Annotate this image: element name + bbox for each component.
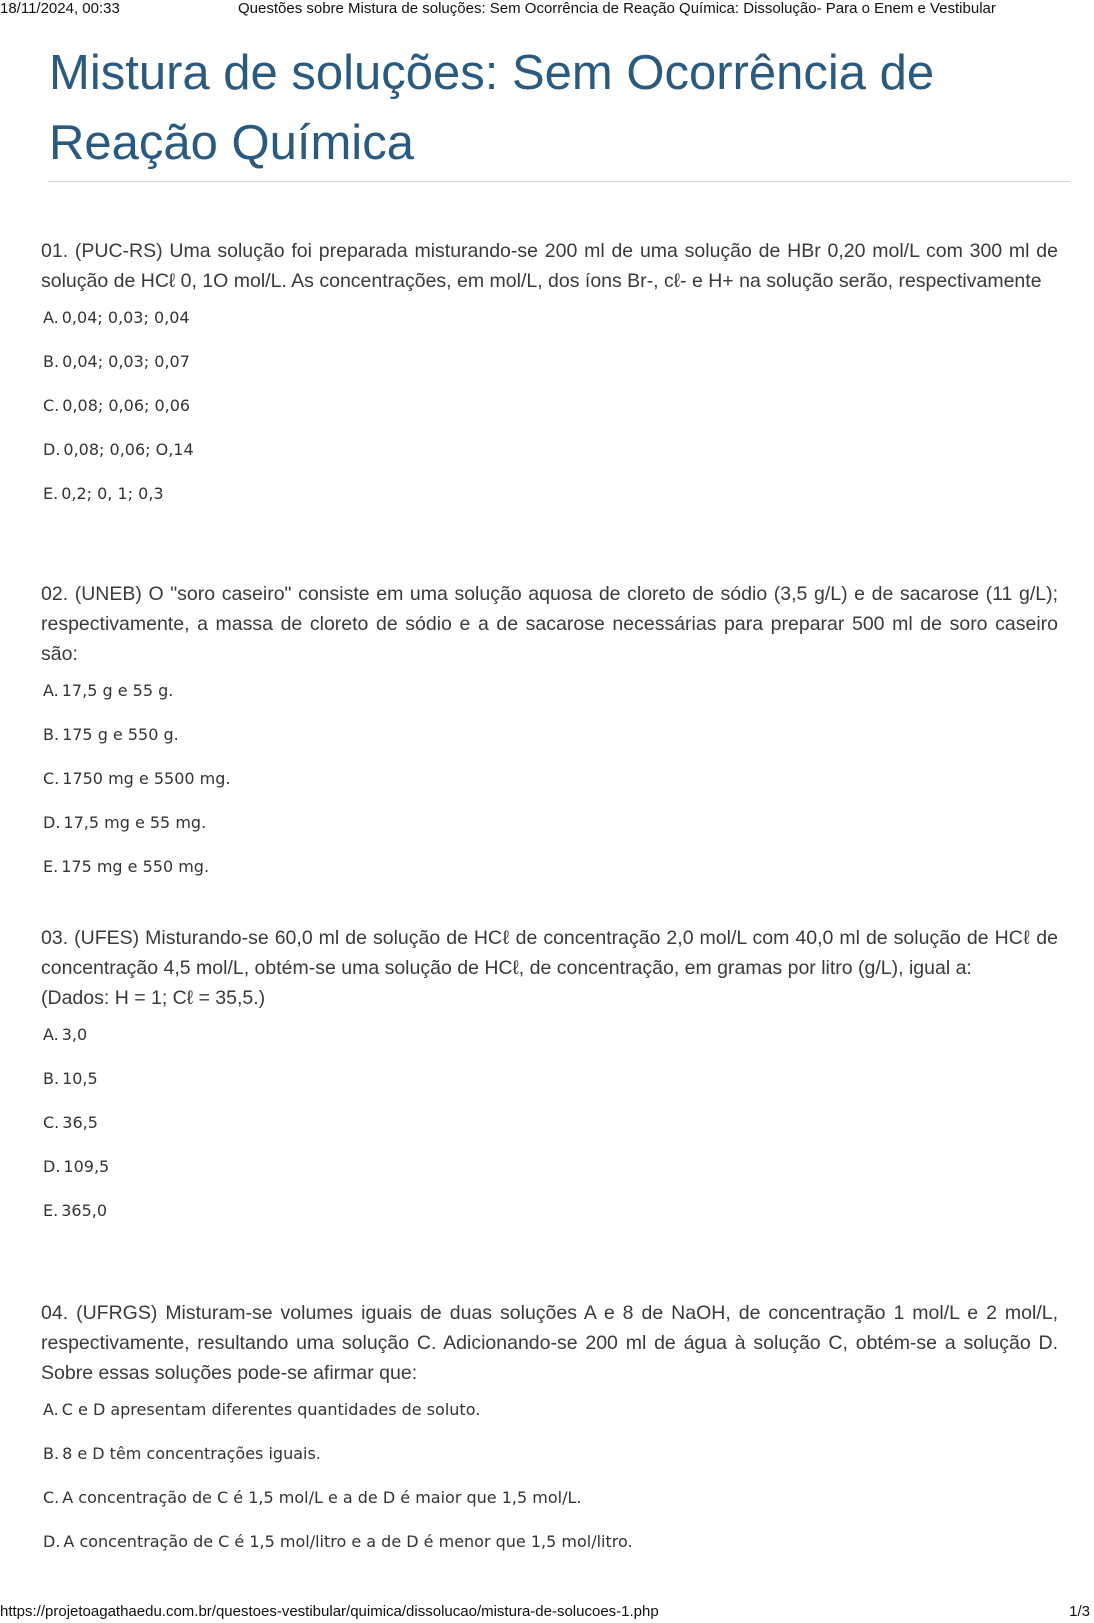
option-b[interactable] [41,1442,1058,1486]
print-document-title: Questões sobre Mistura de soluções: Sem Ocorrência de Reação Química: Dissolução- Para o Enem e Vestibular [238,0,996,17]
option-text: 3,0 [61,1025,88,1044]
option-letter: C. [43,769,60,788]
option-a[interactable] [41,1398,1058,1442]
question-text: 02. (UNEB) O "soro caseiro" consiste em uma solução aquosa de cloreto de sódio (3,5 g/L) e de sacarose (11 g/L); respectivamente, a massa de cloreto de sódio e a de sacarose necessárias para preparar 500 ml de soro caseiro são: [41,583,1058,665]
option-c[interactable] [41,767,1058,811]
question-2 [41,579,1058,899]
option-text: 175 g e 550 g. [62,725,179,744]
question-1 [41,236,1058,526]
option-text: 0,04; 0,03; 0,04 [61,308,190,327]
question-3 [41,923,1058,1243]
option-b[interactable] [41,1067,1058,1111]
options-list [41,1398,1058,1574]
option-letter: A. [43,1025,59,1044]
option-letter: C. [43,396,60,415]
option-e[interactable] [41,855,1058,899]
option-text: 365,0 [61,1201,108,1220]
options-list [41,1023,1058,1243]
option-text: 8 e D têm concentrações iguais. [62,1444,321,1463]
option-text: A concentração de C é 1,5 mol/litro e a de D é menor que 1,5 mol/litro. [63,1532,633,1551]
print-header [0,0,1094,22]
question-text: 01. (PUC-RS) Uma solução foi preparada misturando-se 200 ml de uma solução de HBr 0,20 mol/L com 300 ml de solução de HCℓ 0, 1O mol/L. As concentrações, em mol/L, dos íons Br-, cℓ- e H+ na solução serão, respectivamente [41,240,1058,292]
option-letter: D. [43,1532,61,1551]
option-c[interactable] [41,394,1058,438]
option-letter: B. [43,1069,60,1088]
option-c[interactable] [41,1486,1058,1530]
option-e[interactable] [41,482,1058,526]
option-b[interactable] [41,350,1058,394]
question-4 [41,1298,1058,1574]
option-text: 1750 mg e 5500 mg. [62,769,231,788]
option-letter: B. [43,1444,60,1463]
option-text: 175 mg e 550 mg. [61,857,210,876]
option-a[interactable] [41,1023,1058,1067]
option-letter: D. [43,440,61,459]
option-letter: B. [43,352,60,371]
question-data-line: (Dados: H = 1; Cℓ = 35,5.) [41,987,266,1009]
options-list [41,679,1058,899]
option-letter: C. [43,1488,60,1507]
option-letter: E. [43,484,59,503]
option-letter: D. [43,813,61,832]
option-text: 0,2; 0, 1; 0,3 [61,484,164,503]
print-datetime: 18/11/2024, 00:33 [0,0,120,17]
option-letter: D. [43,1157,61,1176]
option-letter: A. [43,681,59,700]
option-d[interactable] [41,811,1058,855]
option-text: 0,08; 0,06; O,14 [63,440,194,459]
option-e[interactable] [41,1199,1058,1243]
option-text: 36,5 [62,1113,98,1132]
option-letter: A. [43,1400,59,1419]
option-c[interactable] [41,1111,1058,1155]
option-letter: E. [43,1201,59,1220]
option-a[interactable] [41,679,1058,723]
option-text: 109,5 [63,1157,110,1176]
title-divider [48,181,1070,182]
option-letter: B. [43,725,60,744]
option-d[interactable] [41,1530,1058,1574]
option-text: 10,5 [62,1069,98,1088]
option-letter: A. [43,308,59,327]
option-text: 17,5 mg e 55 mg. [63,813,207,832]
page-title: Mistura de soluções: Sem Ocorrência de Reação Química [49,46,935,170]
print-url: https://projetoagathaedu.com.br/questoes-vestibular/quimica/dissolucao/mistura-de-solucoes-1.php [0,1603,659,1620]
options-list [41,306,1058,526]
question-text: 03. (UFES) Misturando-se 60,0 ml de solução de HCℓ de concentração 2,0 mol/L com 40,0 ml de solução de HCℓ de concentração 4,5 mol/L, obtém-se uma solução de HCℓ, de concentração, em gramas por litro (g/L), igual a: [41,927,1058,979]
option-text: 0,08; 0,06; 0,06 [62,396,191,415]
option-d[interactable] [41,438,1058,482]
option-text: 0,04; 0,03; 0,07 [62,352,190,371]
option-letter: E. [43,857,59,876]
option-b[interactable] [41,723,1058,767]
option-text: A concentração de C é 1,5 mol/L e a de D é maior que 1,5 mol/L. [62,1488,582,1507]
option-text: 17,5 g e 55 g. [61,681,174,700]
question-text: 04. (UFRGS) Misturam-se volumes iguais de duas soluções A e 8 de NaOH, de concentração 1 mol/L e 2 mol/L, respectivamente, resultando uma solução C. Adicionando-se 200 ml de água à solução C, obtém-se a solução D. Sobre essas soluções pode-se afirmar que: [41,1302,1058,1384]
page-number: 1/3 [1069,1603,1090,1620]
print-footer [0,1603,1094,1623]
option-a[interactable] [41,306,1058,350]
option-text: C e D apresentam diferentes quantidades de soluto. [61,1400,481,1419]
option-letter: C. [43,1113,60,1132]
option-d[interactable] [41,1155,1058,1199]
